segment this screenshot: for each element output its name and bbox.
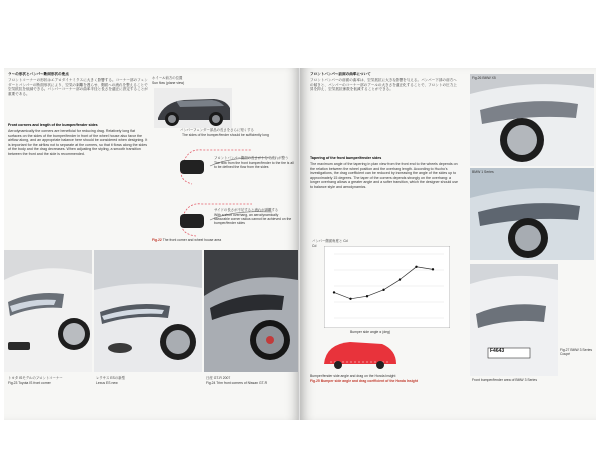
right-en-heading: Tapering of the front bumper/fender sides — [310, 156, 382, 160]
chart-xlabel: Bumper side angle α (deg) — [350, 330, 391, 334]
bmw3-number-plate: F4643 — [490, 348, 505, 354]
right-jp-body: フロントバンパーの前面の曲率は、空気抵抗に大きな影響を与える。バンパー下部の前方への傾きと、バンパーのコーナー部のアールの大きさを適正化することで、フロントの圧力上昇を抑え、空気抵抗係数を低減することができる。 — [310, 78, 457, 91]
fig-bottom-text-en: With a short overhang, an aerodynamically favourable corner radius cannot be achieved on the bumper/fender sides — [214, 213, 292, 226]
bmw-1-label: BMW 1 Series — [472, 170, 494, 174]
photo-nissan-gtr — [204, 250, 298, 372]
right-en-body: The maximum angle of the tapering in plan view from the front end to the wheels depends on the relation between the wheel position and the overhang length. According to Hucho's investigations, the drag coefficient can be reduced by increasing the angle of the sides up to approximately 15 degrees. The taper of the corners depends strongly on the overhang: a longer overhang allows a greater angle and a softer transition, which the designer should use to balance style and aerodynamics. — [310, 162, 459, 189]
photo-lexus-es — [94, 250, 202, 372]
chart-caption-en-text: Fig.25 Bumper side angle and drag coefficient of the Honda Insight — [310, 379, 418, 383]
photo1-caption-jp: トヨタ ISモデルのフロントコーナー — [8, 376, 63, 380]
left-en-body: Aerodynamically the corners are beneficial for reducing drag. Relatively long flat surfaces on the sides of the bumper/fender in front of the wheel house also favor the airflow along, and an appropriate balance here should be considered when designing. It is important for the airflow not to separate at the corners, so that it flows along the sides of the body and the drag decreases. When adjusting the styling, a smooth transition between the front and the side is recommended. — [8, 129, 148, 156]
fig-top-label-en: Sun flow (plane view) — [152, 81, 185, 85]
chart-ylabel: Cd — [312, 244, 317, 248]
flow-diagram — [152, 138, 298, 248]
fig-caption — [152, 238, 292, 242]
bmw-x5-label: Fig.26 BMW X5 — [472, 76, 496, 80]
chart-point — [333, 291, 335, 293]
right-page — [300, 68, 596, 420]
left-jp-heading: ラーの形状とバンパー断面形状の要点 — [8, 72, 69, 76]
fig-mid-text-en: The flow from the front bumper/fender to the tire is all to be defined the flow from the sides — [214, 161, 294, 170]
chart-point — [415, 266, 417, 268]
fig-mid-text-jp: フロントバンパー側面の長さが十分で流れが整う — [214, 156, 289, 160]
fig-sketch-label: バンパーフェンダー部品の長さをさらに短くする — [180, 128, 254, 132]
fig-sketch-label-en: The sides of the bumper/fender should be sufficiently long — [182, 133, 269, 137]
photo-bmw-x5 — [470, 74, 594, 166]
left-en-heading: Front corners and length of the bumper/fender sides — [8, 123, 98, 127]
fig-bottom-text-jp: サイドの長さが不足すると流れが剥離する — [214, 208, 279, 212]
left-jp-body: フロントコーナーの形状はエアロダイナミクスに大きく影響する。コーナー部のフェンダーとバンパーの断面形状により、空気の剥離を遅らせ、側面への流れを整えることで空気抵抗を低減できる。バンパーコーナー部の曲率半径と長さを適正に設定することが重要である。 — [8, 78, 148, 96]
fig-caption-number: Fig.22 — [152, 238, 162, 242]
right-bottom-caption: Bumper/fender side angle and drag on the Honda Insight — [310, 374, 396, 378]
chart-caption-jp: バンパー側面角度と Cd — [312, 239, 348, 243]
chart-caption-en — [310, 379, 470, 383]
left-page — [4, 68, 300, 420]
cd-line-chart — [324, 246, 450, 328]
photo-bmw-3 — [470, 264, 558, 376]
magazine-spread — [4, 68, 596, 420]
chart-point — [399, 278, 401, 280]
chart-point — [432, 268, 434, 270]
right-jp-heading: フロントバンパー前面の曲率について — [310, 72, 371, 76]
fig-top-car-photo — [154, 88, 232, 128]
photo3-caption-en: Fig.24 Trim front corners of Nissan GT-R — [206, 381, 268, 385]
chart-point — [382, 289, 384, 291]
photo1-caption-en: Fig.23 Toyota IS front corner — [8, 381, 51, 385]
photo2-caption-en: Lexus ES new — [96, 381, 118, 385]
photo3-caption-jp: 日産 GT-R 2007 — [206, 376, 231, 380]
chart-point — [349, 298, 351, 300]
fig-top-label-jp: ホイール前方の位置 — [152, 76, 183, 80]
fig-caption-text: The front corner and wheel house area — [162, 238, 222, 242]
chart-point — [366, 295, 368, 297]
bmw3-label: Fig.27 BMW 3 Series Coupé — [560, 348, 593, 357]
photo2-caption-jp: レクサス ESの新型 — [96, 376, 125, 380]
photo-toyota-is — [4, 250, 92, 372]
bmw3-caption: Front bumper/fender area of BMW 3 Series — [472, 378, 538, 382]
insight-side-view — [320, 336, 400, 370]
photo-bmw-1 — [470, 168, 594, 260]
